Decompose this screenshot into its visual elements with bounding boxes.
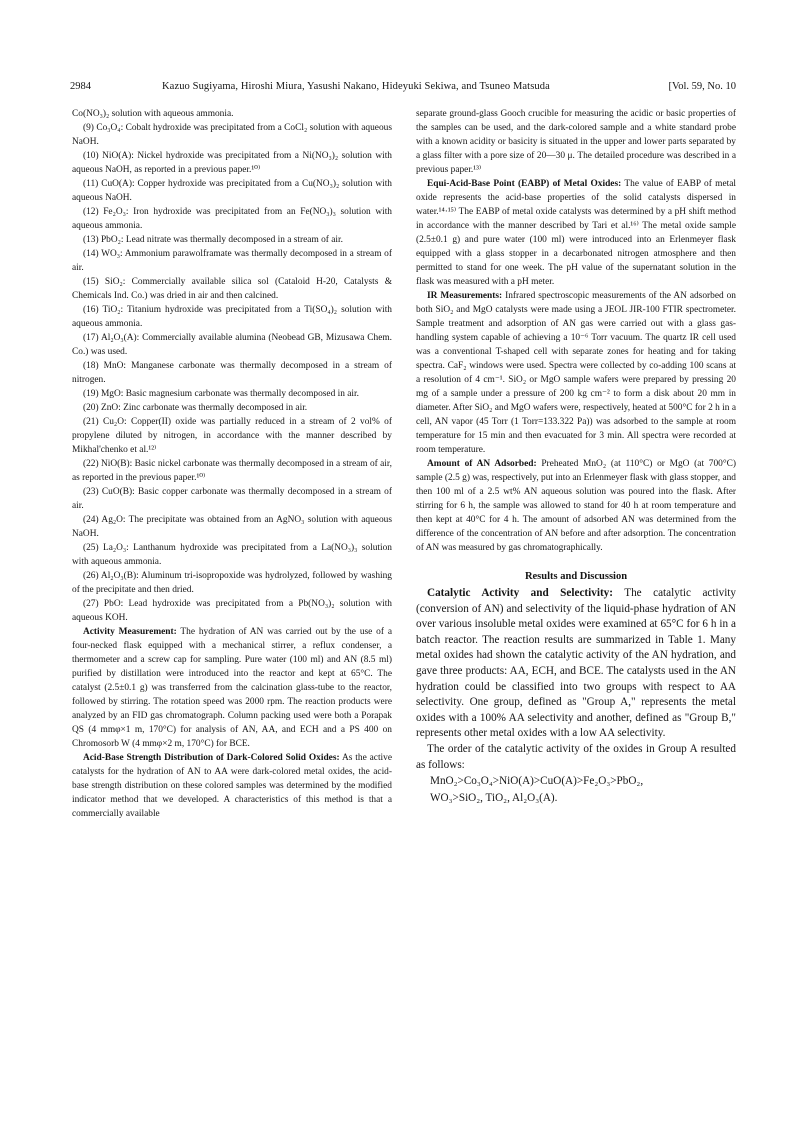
ir-paragraph — [416, 289, 736, 457]
amount-paragraph — [416, 457, 736, 555]
volume-label: [Vol. 59, No. 10 — [668, 81, 736, 92]
preparation-item: (21) Cu₂O: Copper(II) oxide was partially reduced in a stream of 2 vol% of propylene diluted by nitrogen, in accordance with the manner described by Mikhal'chenko et al.¹²⁾ — [72, 417, 392, 455]
preparation-item: (12) Fe₂O₃: Iron hydroxide was precipitated from an Fe(NO₃)₃ solution with aqueous ammonia. — [72, 207, 392, 231]
acid-base-heading: Acid-Base Strength Distribution of Dark-Colored Solid Oxides: — [83, 753, 340, 763]
preparation-item: (26) Al₂O₃(B): Aluminum tri-isopropoxide was hydrolyzed, followed by washing of the precipitate and then dried. — [72, 571, 392, 595]
preparation-item: (25) La₂O₃: Lanthanum hydroxide was precipitated from a La(NO₃)₃ solution with aqueous ammonia. — [72, 543, 392, 567]
preparation-item: (9) Co₃O₄: Cobalt hydroxide was precipitated from a CoCl₂ solution with aqueous NaOH. — [72, 123, 392, 147]
eabp-heading: Equi-Acid-Base Point (EABP) of Metal Oxides: — [427, 179, 622, 189]
preparation-item: (22) NiO(B): Basic nickel carbonate was thermally decomposed in a stream of air, as reported in the previous paper.¹⁰⁾ — [72, 459, 392, 483]
preparation-item: (11) CuO(A): Copper hydroxide was precipitated from a Cu(NO₃)₂ solution with aqueous NaOH. — [72, 179, 392, 203]
left-column — [72, 107, 392, 821]
section-title: Results and Discussion — [524, 571, 628, 582]
running-header — [70, 79, 736, 95]
catalytic-paragraph — [416, 586, 736, 742]
activity-order-formula: WO₃>SiO₂, TiO₂, Al₂O₃(A). — [430, 791, 558, 804]
activity-heading: Activity Measurement: — [83, 627, 177, 637]
preparation-item: (27) PbO: Lead hydroxide was precipitated from a Pb(NO₃)₂ solution with aqueous KOH. — [72, 599, 392, 623]
author-line: Kazuo Sugiyama, Hiroshi Miura, Yasushi Nakano, Hideyuki Sekiwa, and Tsuneo Matsuda — [162, 81, 550, 92]
preparation-item: (20) ZnO: Zinc carbonate was thermally decomposed in air. — [83, 403, 308, 413]
preparation-item: (18) MnO: Manganese carbonate was thermally decomposed in a stream of nitrogen. — [72, 361, 392, 385]
preparation-item: (14) WO₃: Ammonium parawolframate was thermally decomposed in a stream of air. — [72, 249, 392, 273]
activity-body: The hydration of AN was carried out by the use of a four-necked flask equipped with a mechanical stirrer, a reflux condenser, a thermometer and a screw cap for sampling. Pure water (100 ml) and AN (8.5 ml) purified by distillation were introduced into the reactor and kept at 65°C. The catalyst (2.5±0.1 g) was transferred from the calcination glass-tube to the reactor, followed by stirring. The rotation speed was 2000 rpm. The reaction products were analyzed by an FID gas chromatograph. Column packing used were both a Porapak QS (4 mmφ×1 m, 170°C) for analysis of AN, AA, and ECH and a PS 400 on Chromosorb W (4 mmφ×2 m, 170°C) for BCE. — [72, 627, 392, 749]
preparation-item: (10) NiO(A): Nickel hydroxide was precipitated from a Ni(NO₃)₂ solution with aqueous NaOH, as reported in a previous paper.¹⁰⁾ — [72, 151, 392, 175]
amount-heading: Amount of AN Adsorbed: — [427, 459, 537, 469]
catalytic-body: The catalytic activity (conversion of AN) and selectivity of the liquid-phase hydration of AN over various insoluble metal oxides were examined at 65°C for 6 h in a batch reactor. The reaction results are summarized in Table 1. Many metal oxides had shown the catalytic activity of the AN hydration, and gave three products: AA, ECH, and BCE. The catalysts used in the AN hydration could be classified into two groups with respect to AA selectivity. One group, defined as "Group A," represents the metal oxides with a 100% AA selectivity and another, defined as "Group B," represents other metal oxides with a low AA selectivity. — [416, 587, 736, 740]
preparation-item: (24) Ag₂O: The precipitate was obtained from an AgNO₃ solution with aqueous NaOH. — [72, 515, 392, 539]
preparation-item: (17) Al₂O₃(A): Commercially available alumina (Neobead GB, Mizusawa Chem. Co.) was used. — [72, 333, 392, 357]
activity-paragraph — [72, 625, 392, 751]
preparation-item: (13) PbO₂: Lead nitrate was thermally decomposed in a stream of air. — [83, 235, 343, 245]
preparation-item: (16) TiO₂: Titanium hydroxide was precipitated from a Ti(SO₄)₂ solution with aqueous ammonia. — [72, 305, 392, 329]
preparation-item: (15) SiO₂: Commercially available silica sol (Cataloid H-20, Catalysts & Chemicals Ind. Co.) was dried in air and then calcined. — [72, 277, 392, 301]
preparation-item: (19) MgO: Basic magnesium carbonate was thermally decomposed in air. — [83, 389, 359, 399]
paragraph: Co(NO₃)₂ solution with aqueous ammonia. — [72, 109, 234, 119]
page-number: 2984 — [70, 81, 91, 92]
right-column — [416, 107, 736, 806]
order-paragraph: The order of the catalytic activity of the oxides in Group A resulted as follows: — [416, 742, 736, 771]
preparation-item: (23) CuO(B): Basic copper carbonate was thermally decomposed in a stream of air. — [72, 487, 392, 511]
paragraph: separate ground-glass Gooch crucible for measuring the acidic or basic properties of the samples can be used, and the dark-colored sample and a white standard probe with a known acidity or basicity is situated in the upper and lower parts separated by a glass filter with a pore size of 20—30 μ. The detailed procedure was described in a previous paper.¹³⁾ — [416, 109, 736, 175]
catalytic-heading: Catalytic Activity and Selectivity: — [427, 587, 613, 599]
ir-body: Infrared spectroscopic measurements of the AN adsorbed on both SiO₂ and MgO catalysts were made using a JEOL JIR-100 FTIR spectrometer. Sample treatment and adsorption of AN gas were carried out with a glass gas-handling system capable of achieving a 10⁻⁶ Torr vacuum. The quartz IR cell used was a conventional T-shaped cell with separate zones for heating and for taking spectra. CaF₂ windows were used. Spectra were collected by co-adding 100 scans at a resolution of 4 cm⁻¹. SiO₂ or MgO sample wafers were prepared by pressing 20 mg of a sample under a pressure of 200 kg cm⁻² to form a disk about 20 mm in diameter. After SiO₂ and MgO wafers were, respectively, heated at 500°C for 2 h in a cell, AN vapor (45 Torr (1 Torr=133.322 Pa)) was adsorbed to the sample at room temperature for 15 min and then evacuated for 3 min. All spectra were recorded at room temperature. — [416, 291, 736, 455]
acid-base-paragraph — [72, 751, 392, 821]
ir-heading: IR Measurements: — [427, 291, 503, 301]
amount-body: Preheated MnO₂ (at 110°C) or MgO (at 700°C) sample (2.5 g) was, respectively, put into an Erlenmeyer flask with glass stopper, and then 100 ml of a 2.5 wt% AN aqueous solution was poured into the flask. After stirring for 6 h, the sample was allowed to stand for 40 h at room temperature and then kept at 40°C for 4 h. The amount of adsorbed AN was determined from the difference of the concentration of AN before and after adsorption. The concentration of AN was measured by gas chromatographically. — [416, 459, 736, 553]
activity-order-formula: MnO₂>Co₃O₄>NiO(A)>CuO(A)>Fe₂O₃>PbO₂, — [430, 775, 644, 788]
eabp-body: The value of EABP of metal oxide represents the acid-base properties of the solid catalysts dispersed in water.¹⁴·¹⁵⁾ The EABP of metal oxide catalysts was determined by a pH shift method in accordance with the manner described by Tari et al.¹⁶⁾ The metal oxide sample (2.5±0.1 g) and pure water (100 ml) were introduced into an Erlenmeyer flask equipped with a glass stopper in a decarbonated nitrogen atmosphere and then permitted to stand for one week. The pH value of the supernatant solution in the flask was measured with a pH meter. — [416, 179, 736, 287]
eabp-paragraph — [416, 177, 736, 289]
acid-base-body: As the active catalysts for the hydration of AN to AA were dark-colored metal oxides, the acid-base strength distribution on these colored samples was determined by the modified indicator method that we developed. A characteristics of this method is that a commercially available — [72, 753, 392, 819]
